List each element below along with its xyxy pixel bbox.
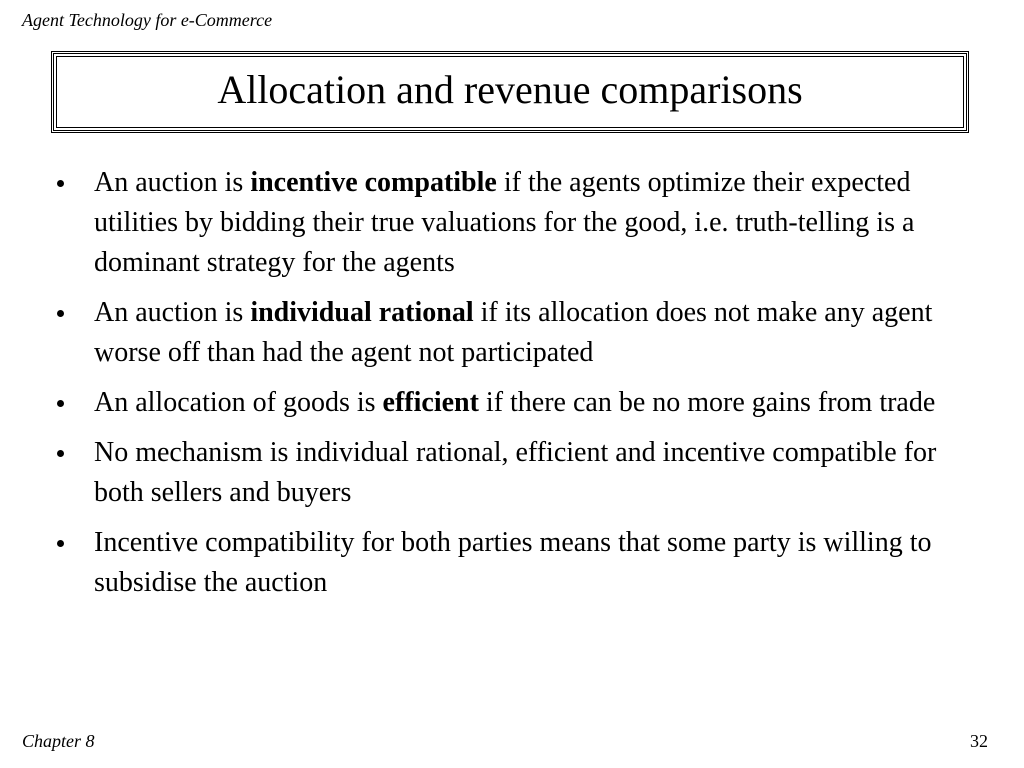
- bullet-term: individual rational: [250, 297, 474, 328]
- chapter-label: Chapter 8: [22, 731, 95, 751]
- title-frame: [51, 51, 969, 133]
- bullet-text-after: if its allocation does not make any agent worse off than had the agent not participated: [94, 297, 933, 368]
- bullet-dot-icon: [57, 180, 64, 187]
- bullet-text: [94, 297, 932, 368]
- bullet-text-before: An auction is: [94, 297, 251, 328]
- bullet-dot-icon: [57, 540, 64, 547]
- bullet-item: [54, 293, 984, 373]
- bullet-list: [54, 163, 984, 613]
- bullet-item: [54, 523, 984, 603]
- bullet-text-before: No mechanism is individual rational, efficient and incentive compatible for both sellers and buyers: [94, 437, 937, 508]
- bullet-text-after: if the agents optimize their expected utilities by bidding their true valuations for the good, i.e. truth-telling is a dominant strategy for the agents: [94, 167, 915, 278]
- bullet-dot-icon: [57, 400, 64, 407]
- slide-title: Allocation and revenue comparisons: [217, 67, 803, 112]
- bullet-text-after: if there can be no more gains from trade: [478, 387, 936, 418]
- bullet-text: [94, 387, 935, 418]
- bullet-text: [94, 167, 914, 278]
- bullet-dot-icon: [57, 450, 64, 457]
- bullet-term: incentive compatible: [250, 167, 497, 198]
- bullet-text: [94, 437, 936, 508]
- bullet-text-before: An allocation of goods is: [94, 387, 383, 418]
- bullet-item: [54, 383, 984, 423]
- bullet-item: [54, 163, 984, 283]
- bullet-text: [94, 527, 931, 598]
- bullet-text-before: An auction is: [94, 167, 251, 198]
- slide-header: Agent Technology for e-Commerce: [22, 10, 273, 30]
- page-number: 32: [970, 731, 988, 751]
- bullet-text-before: Incentive compatibility for both parties means that some party is willing to subsidise the auction: [94, 527, 932, 598]
- bullet-dot-icon: [57, 310, 64, 317]
- bullet-item: [54, 433, 984, 513]
- title-frame-inner: [56, 56, 964, 128]
- bullet-term: efficient: [382, 387, 479, 418]
